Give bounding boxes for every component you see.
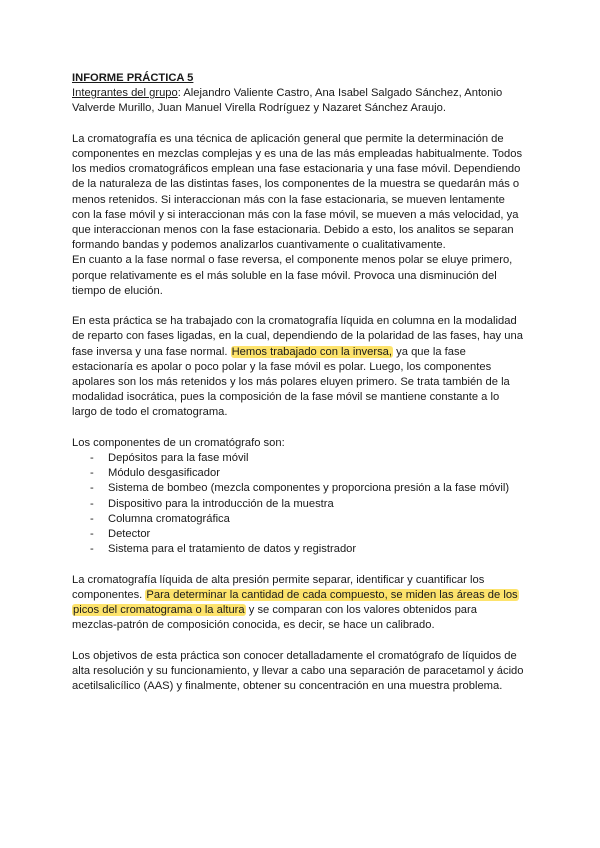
members-names: Alejandro Valiente Castro, Ana Isabel Salgado Sánchez, Antonio Valverde Murillo, Juan Manuel Virella Rodríguez y Nazaret Sánchez Araujo. — [72, 87, 503, 115]
list-item-text: Dispositivo para la introducción de la muestra — [108, 497, 334, 510]
group-members — [72, 86, 524, 116]
report-title: INFORME PRÁCTICA 5 — [72, 72, 194, 84]
hplc-paragraph — [72, 573, 524, 634]
practice-highlight: Hemos trabajado con la inversa, — [231, 345, 393, 358]
dash-bullet: - — [90, 452, 94, 465]
hplc-highlight: Para determinar la cantidad de cada compuesto, se miden las áreas de los picos del cromatograma o la altura — [73, 588, 518, 617]
spacer — [72, 633, 524, 648]
list-item-text: Columna cromatográfica — [108, 512, 230, 525]
intro-paragraph: La cromatografía es una técnica de aplicación general que permite la determinación de componentes en mezclas complejas y es una de las más empleadas habitualmente. Todos los medios cromatográficos emplean una fase estacionaria y una fase móvil. Dependiendo de la naturaleza de las distintas fases, los componentes de la muestra se quedarán más o menos retenidos. Si interaccionan más con la fase estacionaria, se mueven lentamente con la fase móvil y si interaccionan más con la fase móvil, se mueven a más velocidad, ya que interaccionan menos con la fase estacionaria. Debido a esto, los analitos se separan formando bandas y podemos analizarlos cuantivamente o cualitativamente. — [72, 132, 523, 252]
list-item-text: Sistema para el tratamiento de datos y registrador — [108, 543, 357, 556]
members-label: Integrantes del grupo — [72, 87, 178, 100]
practice-text-after: ya que la fase estacionaría es apolar o poco polar y la fase móvil es polar. Luego, los componentes apolares son los más retenidos y los más polares eluyen primero. Se trata también de la modalidad isocrática, pues la composición de la fase móvil se mantiene constante a lo largo de todo el cromatograma. — [72, 345, 510, 419]
hplc-text-before: La cromatografía líquida de alta presión permite separar, identificar y cuantificar los componentes. — [72, 573, 485, 601]
list-item — [90, 451, 524, 466]
list-item — [90, 512, 524, 527]
spacer — [72, 557, 524, 572]
dash-bullet: - — [90, 482, 94, 495]
dash-bullet: - — [90, 512, 94, 525]
objectives-paragraph: Los objetivos de esta práctica son conocer detalladamente el cromatógrafo de líquidos de alta resolución y su funcionamiento, y llevar a cabo una separación de paracetamol y ácido acetilsalicílico (AAS) y finalmente, obtener su concentración en una muestra problema. — [72, 649, 524, 693]
phase-paragraph: En cuanto a la fase normal o fase reversa, el componente menos polar se eluye primero, porque relativamente es el más soluble en la fase móvil. Provoca una disminución del tiempo de elución. — [72, 254, 513, 297]
hplc-text-after: y se comparan con los valores obtenidos para mezclas-patrón de composición conocida, es decir, se hace un calibrado. — [72, 604, 477, 632]
list-item — [90, 481, 524, 496]
list-item-text: Detector — [108, 528, 151, 541]
list-item — [90, 497, 524, 512]
practice-text-before: En esta práctica se ha trabajado con la cromatografía líquida en columna en la modalidad de reparto con fases ligadas, en la cual, dependiendo de la polaridad de las fases, hay una fase inversa y una fase normal. — [72, 315, 523, 358]
components-list — [72, 451, 524, 557]
dash-bullet: - — [90, 528, 94, 541]
spacer — [72, 421, 524, 436]
list-item — [90, 527, 524, 542]
practice-paragraph — [72, 314, 524, 420]
components-intro: Los componentes de un cromatógrafo son: — [72, 436, 285, 449]
dash-bullet: - — [90, 467, 94, 480]
members-separator: : — [177, 87, 181, 100]
list-item-text: Módulo desgasificador — [108, 467, 220, 480]
list-item-text: Sistema de bombeo (mezcla componentes y proporciona presión a la fase móvil) — [108, 482, 510, 495]
list-item-text: Depósitos para la fase móvil — [108, 452, 249, 465]
spacer — [72, 117, 524, 132]
document-page — [72, 71, 524, 694]
list-item — [90, 542, 524, 557]
spacer — [72, 299, 524, 314]
list-item — [90, 466, 524, 481]
dash-bullet: - — [90, 543, 94, 556]
dash-bullet: - — [90, 497, 94, 510]
